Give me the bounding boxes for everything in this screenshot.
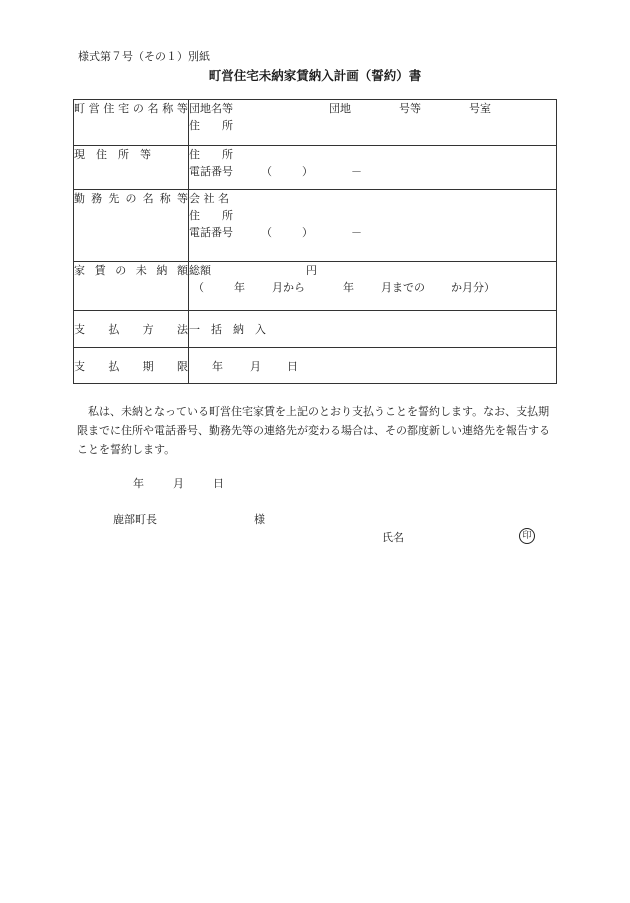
- label-char: 賃: [94, 264, 106, 277]
- deadline-day: 日: [287, 360, 298, 373]
- label-char: 営: [88, 102, 100, 115]
- housing-address-label: 住 所: [189, 119, 233, 132]
- gou-tou-label: 号等: [399, 102, 421, 115]
- form-number: 様式第７号（その１）別紙: [78, 50, 210, 63]
- label-char: 支: [74, 323, 85, 336]
- pledge-paragraph: 私は、未納となっている町営住宅家賃を上記のとおり支払うことを誓約します。なお、支払期限までに住所や電話番号、勤務先等の連絡先が変わる場合は、その都度新しい連絡先を報告することを誓約します。: [77, 405, 550, 456]
- label-char: 方: [142, 323, 154, 336]
- label-char: 限: [176, 360, 188, 373]
- current-phone-paren-open: （: [261, 165, 272, 178]
- label-char: の: [115, 264, 127, 277]
- employer-address-label: 住 所: [189, 209, 233, 222]
- value-housing: [189, 100, 557, 146]
- label-char: の: [132, 102, 144, 115]
- label-char: 未: [135, 264, 147, 277]
- label-char: 期: [142, 360, 154, 373]
- employer-phone-paren-open: （: [261, 226, 272, 239]
- period-year-from: 年: [234, 281, 245, 294]
- label-char: 額: [176, 264, 188, 277]
- current-phone-paren-close: ）: [302, 165, 313, 178]
- current-phone-dash: －: [351, 165, 362, 178]
- total-label: 総額: [189, 264, 211, 277]
- label-method: [74, 321, 188, 338]
- danchi-label: 団地: [329, 102, 351, 115]
- row-method: [74, 311, 557, 348]
- employer-phone-label: 電話番号: [189, 226, 233, 239]
- label-char: 払: [108, 360, 120, 373]
- label-char: 等: [176, 192, 188, 205]
- value-employer: [189, 190, 557, 262]
- label-char: 務: [91, 192, 103, 205]
- name-label: 氏名: [382, 531, 404, 544]
- current-phone-label: 電話番号: [189, 165, 233, 178]
- label-char: 称: [159, 192, 171, 205]
- label-arrears: [74, 262, 188, 279]
- label-char: 法: [176, 323, 188, 336]
- label-char: の: [125, 192, 137, 205]
- label-housing: [74, 100, 188, 117]
- label-char: 宅: [118, 102, 130, 115]
- label-char: 住: [103, 102, 115, 115]
- label-char: 町: [74, 102, 85, 115]
- label-char: 払: [108, 323, 120, 336]
- label-char: 名: [142, 192, 154, 205]
- period-months: か月分）: [451, 281, 495, 294]
- complex-name-label: 団地名等: [189, 102, 233, 115]
- period-year-until: 年: [343, 281, 354, 294]
- goushitsu-label: 号室: [469, 102, 491, 115]
- honorific: 様: [254, 513, 265, 526]
- row-arrears: [74, 262, 557, 311]
- addressee: 鹿部町長: [113, 513, 157, 526]
- deadline-month: 月: [250, 360, 261, 373]
- label-char: 家: [74, 264, 85, 277]
- seal-icon: 印: [519, 528, 535, 544]
- current-address-label: 住 所: [189, 148, 233, 161]
- period-paren-open: （: [193, 281, 204, 294]
- label-current: 現 住 所 等: [74, 148, 151, 161]
- company-label: 会 社 名: [189, 192, 229, 205]
- row-employer: [74, 190, 557, 262]
- label-char: 勤: [74, 192, 85, 205]
- row-housing: [74, 100, 557, 146]
- label-char: 先: [108, 192, 120, 205]
- label-employer: [74, 190, 188, 207]
- date-year: 年: [133, 477, 144, 490]
- row-deadline: [74, 348, 557, 384]
- date-month: 月: [173, 477, 184, 490]
- date-day: 日: [213, 477, 224, 490]
- document-title: 町営住宅未納家賃納入計画（誓約）書: [208, 68, 422, 83]
- yen-label: 円: [306, 264, 317, 277]
- period-month-until: 月までの: [381, 281, 425, 294]
- deadline-year: 年: [212, 360, 223, 373]
- label-char: 名: [147, 102, 159, 115]
- period-month-from: 月から: [272, 281, 305, 294]
- label-char: 等: [176, 102, 188, 115]
- value-current: [189, 146, 557, 190]
- info-table: [73, 99, 557, 384]
- row-current-address: [74, 146, 557, 190]
- employer-phone-paren-close: ）: [302, 226, 313, 239]
- signature-date: [133, 475, 224, 491]
- method-value: 一 括 納 入: [189, 323, 266, 336]
- label-char: 支: [74, 360, 85, 373]
- employer-phone-dash: －: [351, 226, 362, 239]
- label-char: 称: [162, 102, 174, 115]
- value-arrears: [189, 262, 557, 311]
- label-char: 納: [156, 264, 168, 277]
- label-deadline: [74, 358, 188, 375]
